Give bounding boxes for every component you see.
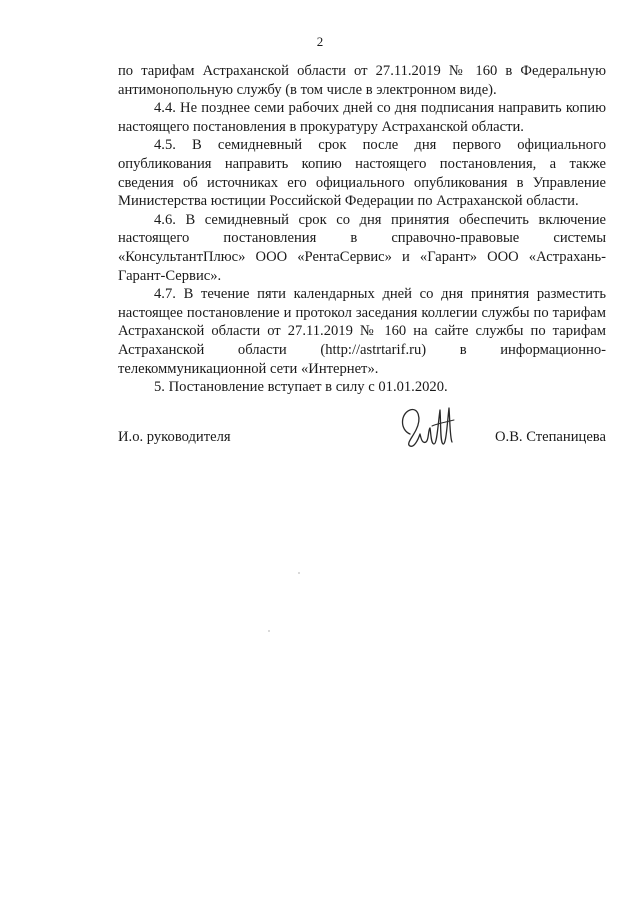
paragraph-continuation: по тарифам Астраханской области от 27.11.2019 № 160 в Федеральную антимонопольную службу (в том числе в электронном виде).	[118, 63, 606, 98]
signature-block	[118, 428, 606, 458]
document-body	[118, 62, 606, 397]
signatory-position: И.о. руководителя	[118, 429, 231, 445]
paragraph-4-4: 4.4. Не позднее семи рабочих дней со дня подписания направить копию настоящего постановления в прокуратуру Астраханской области.	[118, 100, 606, 135]
scan-speck	[268, 630, 270, 632]
paragraph-4-6: 4.6. В семидневный срок со дня принятия обеспечить включение настоящего постановления в справочно-правовые системы «КонсультантПлюс» ООО «РентаСервис» и «Гарант» ООО «Астрахань-Гарант-Сервис».	[118, 211, 606, 284]
paragraph-5: 5. Постановление вступает в силу с 01.01.2020.	[154, 379, 448, 396]
handwritten-signature	[396, 404, 458, 454]
paragraph-4-7: 4.7. В течение пяти календарных дней со дня принятия разместить настоящее постановление и протокол заседания коллегии службы по тарифам Астраханской области от 27.11.2019 № 160 на сайте службы по тарифам Астраханской области (http://astrtarif.ru) в информационно-телекоммуникационной сети «Интернет».	[118, 286, 606, 377]
scan-speck	[298, 572, 300, 574]
paragraph-4-5: 4.5. В семидневный срок после дня первого официального опубликования направить копию настоящего постановления, а также сведения об источниках его официального опубликования в Управление Министерства юстиции Российской Федерации по Астраханской области.	[118, 137, 606, 210]
signatory-name: О.В. Степаницева	[495, 429, 606, 445]
page-number: 2	[316, 34, 324, 49]
